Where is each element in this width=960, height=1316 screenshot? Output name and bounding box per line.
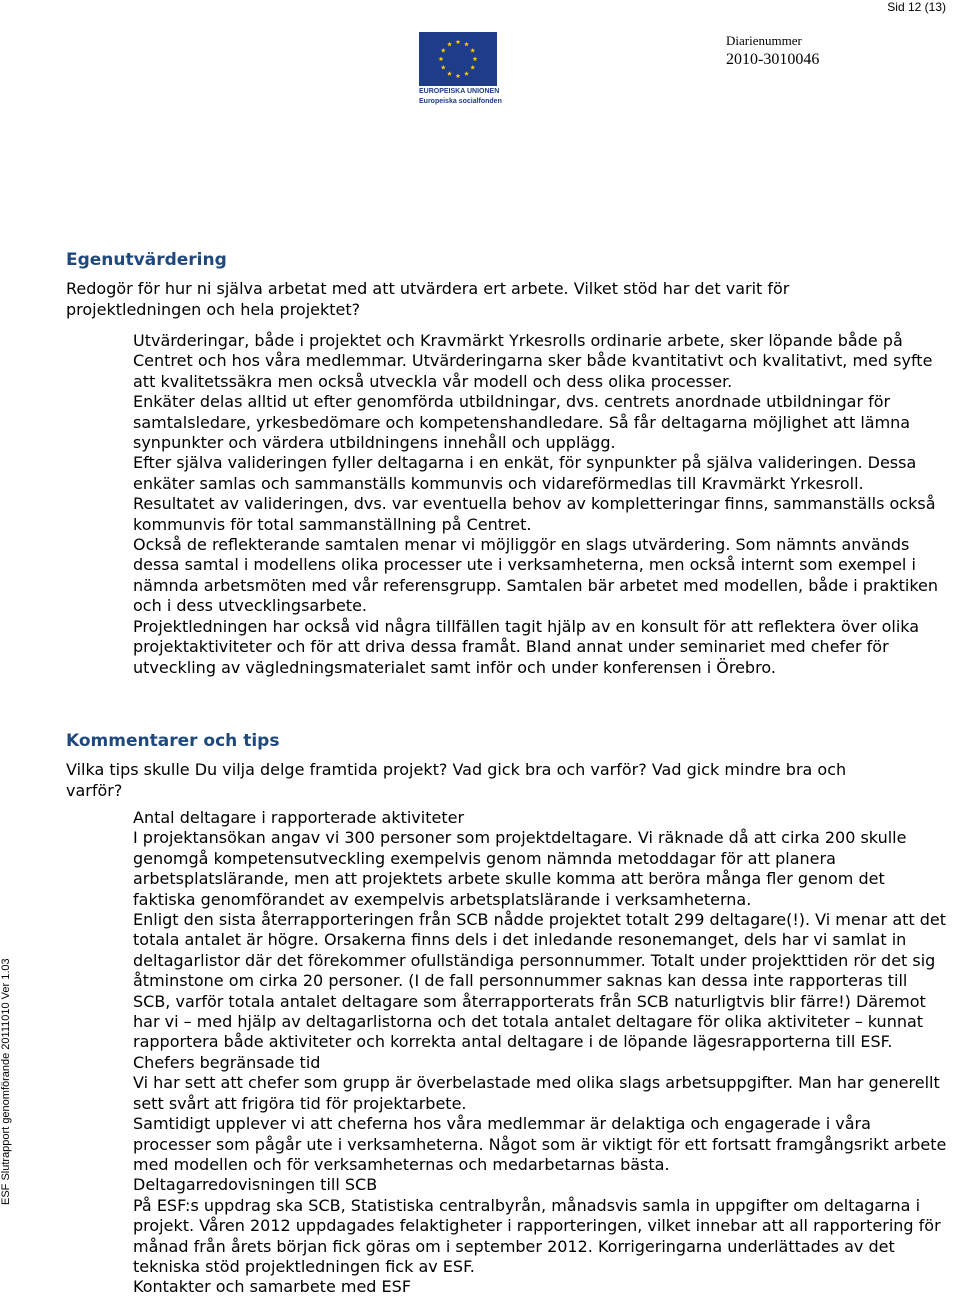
page-number: Sid 12 (13) — [887, 0, 946, 14]
subheading: Kontakter och samarbete med ESF — [133, 1277, 412, 1297]
subheading: Chefers begränsade tid — [133, 1052, 321, 1072]
paragraph: Samtidigt upplever vi att cheferna hos våra medlemmar är delaktiga och engagerade i våra processer som pågår ute i verksamheterna. Något som är viktigt för ett fortsatt framgångsrikt arbete med modellen och för verksamheternas och medarbetarnas bästa. — [133, 1114, 947, 1174]
eu-flag-icon — [419, 32, 497, 86]
diarie-label: Diarienummer — [726, 33, 802, 48]
subheading: Antal deltagare i rapporterade aktiviteter — [133, 808, 465, 827]
subheading: Deltagarredovisningen till SCB — [133, 1175, 378, 1195]
paragraph: Resultatet av valideringen, dvs. var eventuella behov av kompletteringar finns, sammanställs också kommunvis för total sammanställning på Centret. — [133, 494, 936, 534]
section-heading-egenutvardering: Egenutvärdering — [66, 250, 227, 270]
paragraph: Också de reflekterande samtalen menar vi möjliggör en slags utvärdering. Som nämnts används dessa samtal i modellens olika processer ute i verksamheterna, men också internt som exempel i nämnda arbetsmöten med vår referensgrupp. Samtalen bär arbetet med modellen, både i praktiken och i dess utvecklingsarbete. — [133, 535, 938, 616]
paragraph: Projektledningen har också vid några tillfällen tagit hjälp av en konsult för att reflektera över olika projektaktiviteter och för att driva dessa framåt. Bland annat under seminariet med chefer för utveckling av vägledningsmaterialet samt inför och under konferensen i Örebro. — [133, 616, 920, 677]
paragraph: I projektansökan angav vi 300 personer som projektdeltagare. Vi räknade då att cirka 200 skulle genomgå kompetensutveckling exempelvis genom nämnda metoddagar för att planera arbetsplatslärande, men att projektets arbete skulle komma att beröra många fler genom det faktiska genomförandet av exempelvis arbetsplatslärande i verksamheterna. — [133, 828, 907, 909]
paragraph: Efter själva valideringen fyller deltagarna i en enkät, för synpunkter på själva valideringen. Dessa enkäter samlas och sammanställs kommunvis och vidareförmedlas till Kravmärkt Yrkesroll. — [133, 453, 917, 493]
logo-text-union: EUROPEISKA UNIONEN — [419, 88, 500, 95]
eu-logo — [419, 32, 502, 106]
diarie-number: 2010-3010046 — [726, 51, 820, 68]
paragraph: Enkäter delas alltid ut efter genomförda utbildningar, dvs. centrets anordnade utbildningar för samtalsledare, yrkesbedömare och kompetenshandledare. Så får deltagarna möjlighet att lämna synpunkter och värdera utbildningens innehåll och upplägg. — [133, 392, 911, 453]
section-heading-kommentarer: Kommentarer och tips — [66, 731, 280, 751]
paragraph: Enligt den sista återrapporteringen från SCB nådde projektet totalt 299 deltagare(!). Vi menar att det totala antalet är högre. Orsakerna finns dels i det inledande resonemanget, dels har vi samlat in deltagarlistor där det förekommer ofullständiga personnummer. Totalt under projekttiden rör det sig åtminstone om cirka 20 personer. (I de fall personnummer saknas kan dessa inte rapporteras till SCB, varför totala antalet deltagare som återrapporterats från SCB naturligtvis blir färre!) Däremot har vi – med hjälp av deltagarlistorna och det totala antalet deltagare för olika aktiviteter – kunnat rapportera både aktiviteter och korrekta antal deltagare i de löpande lägesrapporterna till ESF. — [133, 910, 947, 1052]
paragraph: Vi har sett att chefer som grupp är överbelastade med olika slags arbetsuppgifter. Man har generellt sett svårt att frigöra tid för projektarbete. — [133, 1073, 940, 1113]
diarie-block — [726, 33, 819, 71]
section-question-kommentarer: Vilka tips skulle Du vilja delge framtida projekt? Vad gick bra och varför? Vad gick mindre bra och varför? — [66, 760, 847, 800]
section-question-egenutvardering: Redogör för hur ni själva arbetat med att utvärdera ert arbete. Vilket stöd har det varit för projektledningen och hela projektet? — [66, 279, 790, 319]
section-body-egenutvardering — [133, 331, 948, 678]
side-label: ESF Slutrapport genomförande 20111010 Ver 1.03 — [0, 958, 12, 1205]
logo-text-fund: Europeiska socialfonden — [419, 98, 502, 105]
section-body-kommentarer — [133, 808, 948, 1298]
paragraph: Utvärderingar, både i projektet och Kravmärkt Yrkesrolls ordinarie arbete, sker löpande både på Centret och hos våra medlemmar. Utvärderingarna sker både kvantitativt och kvalitativt, med syfte att kvalitetssäkra men också utveckla vår modell och dess olika processer. — [133, 331, 933, 391]
paragraph: På ESF:s uppdrag ska SCB, Statistiska centralbyrån, månadsvis samla in uppgifter om deltagarna i projekt. Våren 2012 uppdagades felaktigheter i rapporteringen, vilket innebar att all rapportering för månad från årets början fick göras om i september 2012. Korrigeringarna underlättades av det tekniska stöd projektledningen fick av ESF. — [133, 1195, 941, 1276]
